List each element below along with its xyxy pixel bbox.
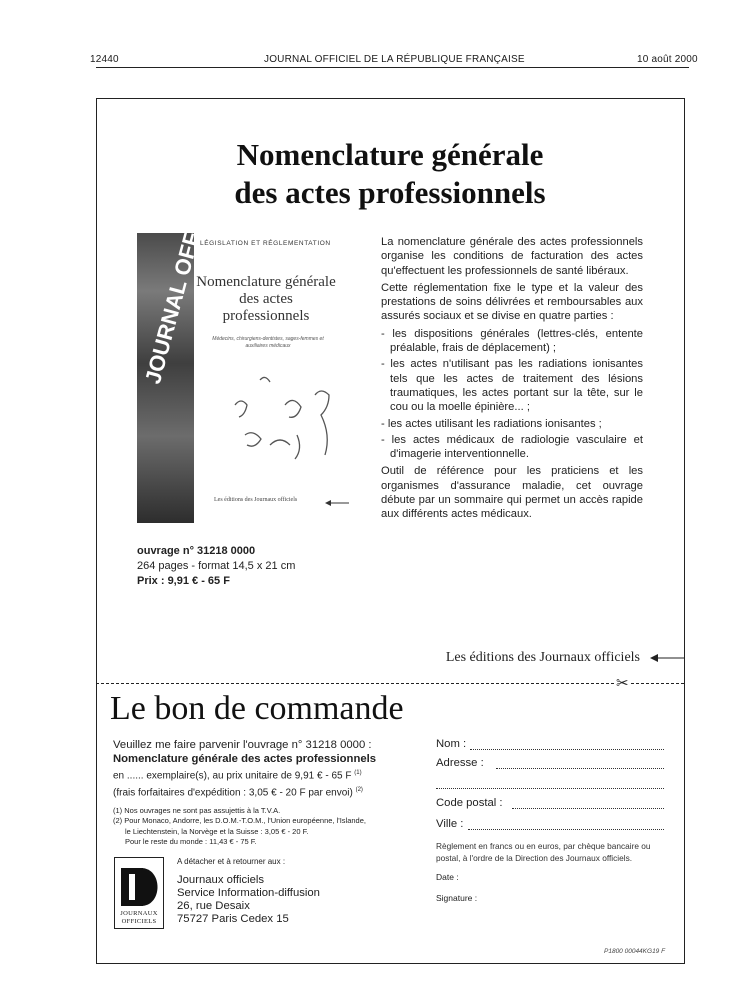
cover-illustration xyxy=(225,365,350,465)
adresse-label: Adresse : xyxy=(436,757,484,769)
list-item: - les dispositions générales (lettres-clés, entente préalable, frais de déplacement) ; xyxy=(381,327,643,355)
code-postal-label: Code postal : xyxy=(436,797,503,809)
address-line: Service Information-diffusion xyxy=(177,887,320,899)
signature-label: Signature : xyxy=(436,893,478,903)
list-item: - les actes n'utilisant pas les radiations ionisantes tels que les actes de traitement des lésions traumatiques, les actes portant sur la tête, sur le cou ou la moelle épinière... ; xyxy=(381,358,643,414)
title-line-1: Nomenclature générale xyxy=(236,137,544,172)
list-item: - les actes utilisant les radiations ionisantes ; xyxy=(381,417,602,430)
adresse-field[interactable] xyxy=(496,768,664,769)
list-item: - les actes médicaux de radiologie vasculaire et d'imagerie interventionnelle. xyxy=(381,433,643,461)
ville-field[interactable] xyxy=(468,829,664,830)
cut-line xyxy=(96,683,684,684)
adresse-field-line-2[interactable] xyxy=(436,788,664,789)
ville-label: Ville : xyxy=(436,818,464,830)
product-price: Prix : 9,91 € - 65 F xyxy=(137,575,230,587)
cover-title: Nomenclature générale des actes professionnels xyxy=(196,274,336,324)
return-address xyxy=(177,855,320,926)
order-request: Veuillez me faire parvenir l'ouvrage n° 31218 0000 : xyxy=(113,739,372,751)
catalog-reference: P1800 00044KG19 F xyxy=(604,948,666,955)
footnote-2-world: Pour le reste du monde : 11,43 € - 75 F. xyxy=(125,837,257,847)
header-rule xyxy=(96,67,689,68)
description-conclusion: Outil de référence pour les praticiens et les organismes d'assurance maladie, cet ouvrage débute par un sommaire qui permet un accès rapide aux différents actes médicaux. xyxy=(381,465,643,521)
logo-text-1: JOURNAUX xyxy=(120,910,158,917)
order-book-title: Nomenclature générale des actes professionnels xyxy=(113,753,377,765)
detach-instruction: A détacher et à retourner aux : xyxy=(177,857,286,866)
order-text xyxy=(113,738,423,848)
parts-list xyxy=(381,327,643,462)
description xyxy=(381,235,643,525)
footnote-2: (2) Pour Monaco, Andorre, les D.O.M.-T.O.M., l'Union européenne, l'Islande, xyxy=(113,816,366,826)
nom-label: Nom : xyxy=(436,738,467,750)
cover-arrow-icon xyxy=(325,499,349,507)
payment-note: Règlement en francs ou en euros, par chèque bancaire ou postal, à l'ordre de la Direction des Journaux officiels. xyxy=(436,841,651,863)
journal-title: JOURNAL OFFICIEL DE LA RÉPUBLIQUE FRANÇAISE xyxy=(264,54,525,65)
footnote-2-cont: le Liechtenstein, la Norvège et la Suisse : 3,05 € - 20 F. xyxy=(125,826,309,836)
cover-legend: LÉGISLATION ET RÉGLEMENTATION xyxy=(200,240,331,247)
footnote-ref-1: (1) xyxy=(354,770,362,776)
logo-text-2: OFFICIELS xyxy=(121,917,157,925)
order-shipping: (frais forfaitaires d'expédition : 3,05 € - 20 F par envoi) xyxy=(113,787,353,799)
code-postal-field[interactable] xyxy=(512,808,664,809)
page-number: 12440 xyxy=(90,54,119,65)
footnote-ref-2: (2) xyxy=(355,787,363,794)
product-info xyxy=(137,544,295,589)
footnote-1: (1) Nos ouvrages ne sont pas assujettis à la T.V.A. xyxy=(113,805,281,815)
scissors-icon: ✂ xyxy=(616,675,629,692)
title-line-2: des actes professionnels xyxy=(234,175,546,210)
editions-label: Les éditions des Journaux officiels xyxy=(445,650,640,665)
order-quantity: en ...... exemplaire(s), au prix unitaire de 9,91 € - 65 F xyxy=(113,770,352,782)
nom-field[interactable] xyxy=(470,749,664,750)
editions-arrow-icon xyxy=(650,652,684,664)
product-reference: ouvrage n° 31218 0000 xyxy=(137,545,256,557)
description-intro: La nomenclature générale des actes professionnels organise les conditions de facturation des actes qu'effectuent les professionnels de santé libéraux. xyxy=(381,236,643,277)
description-parts: Cette réglementation fixe le type et la valeur des prestations de soins délivrées et remboursables aux assurés sociaux et se divise en quatre parties : xyxy=(381,281,643,323)
journaux-officiels-logo xyxy=(114,857,164,929)
order-form-title: Le bon de commande xyxy=(110,690,404,727)
date-label: Date : xyxy=(436,872,459,882)
address-line: 75727 Paris Cedex 15 xyxy=(177,913,289,925)
address-line: 26, rue Desaix xyxy=(177,900,250,912)
address-line: Journaux officiels xyxy=(177,874,265,886)
cover-subtitle: Médecins, chirurgiens-dentistes, sages-femmes et auxiliaires médicaux xyxy=(212,336,324,349)
issue-date: 10 août 2000 xyxy=(637,54,698,65)
spine-text: JOURNAL OFFICIEL xyxy=(140,174,220,387)
cover-footer: Les éditions des Journaux officiels xyxy=(214,497,298,503)
logo-mark-icon xyxy=(115,860,163,910)
product-format: 264 pages - format 14,5 x 21 cm xyxy=(137,560,296,572)
